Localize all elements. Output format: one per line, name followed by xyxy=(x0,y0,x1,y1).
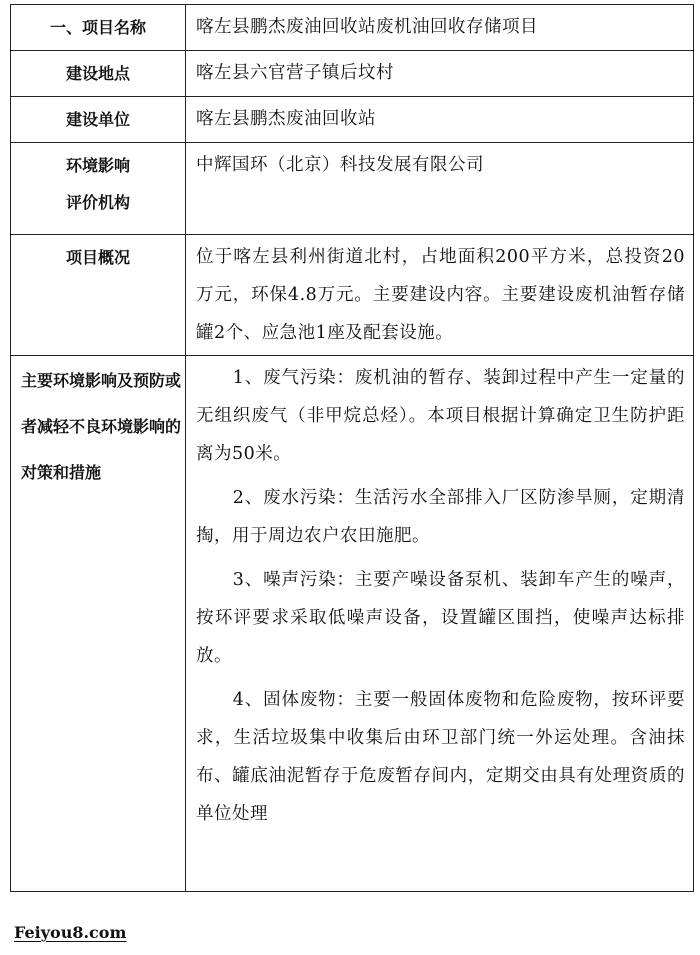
eia-agency-label-line2: 评价机构 xyxy=(65,193,130,212)
measure-paragraph-wastewater: 2、废水污染：生活污水全部排入厂区防渗旱厕，定期清掏，用于周边农户农田施肥。 xyxy=(196,488,685,546)
eia-agency-label xyxy=(11,143,186,235)
builder-value: 喀左县鹏杰废油回收站 xyxy=(186,97,694,143)
eia-agency-value: 中辉国环（北京）科技发展有限公司 xyxy=(186,143,694,235)
measures-label: 主要环境影响及预防或者减轻不良环境影响的对策和措施 xyxy=(11,356,186,892)
measure-paragraph-noise: 3、噪声污染：主要产噪设备泵机、装卸车产生的噪声，按环评要求采取低噪声设备，设置罐区围挡，使噪声达标排放。 xyxy=(196,570,685,666)
table-row xyxy=(11,235,694,356)
location-value: 喀左县六官营子镇后坟村 xyxy=(186,51,694,97)
table-row xyxy=(11,5,694,51)
overview-label: 项目概况 xyxy=(11,235,186,356)
project-name-label: 一、项目名称 xyxy=(11,5,186,51)
table-row xyxy=(11,356,694,892)
table-row xyxy=(11,51,694,97)
measure-paragraph-exhaust: 1、废气污染：废机油的暂存、装卸过程中产生一定量的无组织废气（非甲烷总烃）。本项目根据计算确定卫生防护距离为50米。 xyxy=(196,368,685,464)
project-name-value: 喀左县鹏杰废油回收站废机油回收存储项目 xyxy=(186,5,694,51)
project-info-table xyxy=(10,4,694,892)
table-row xyxy=(11,143,694,235)
watermark: Feiyou8.com xyxy=(14,923,127,942)
location-label: 建设地点 xyxy=(11,51,186,97)
eia-agency-label-line1: 环境影响 xyxy=(65,156,130,175)
table-row xyxy=(11,97,694,143)
overview-value: 位于喀左县利州街道北村，占地面积200平方米，总投资20万元，环保4.8万元。主要建设内容。主要建设废机油暂存储罐2个、应急池1座及配套设施。 xyxy=(186,235,694,356)
builder-label: 建设单位 xyxy=(11,97,186,143)
measures-value xyxy=(186,356,694,892)
project-info-sheet xyxy=(10,4,694,944)
measure-paragraph-solid-waste: 4、固体废物：主要一般固体废物和危险废物，按环评要求，生活垃圾集中收集后由环卫部门统一外运处理。含油抹布、罐底油泥暂存于危废暂存间内，定期交由具有处理资质的单位处理 xyxy=(196,690,685,824)
